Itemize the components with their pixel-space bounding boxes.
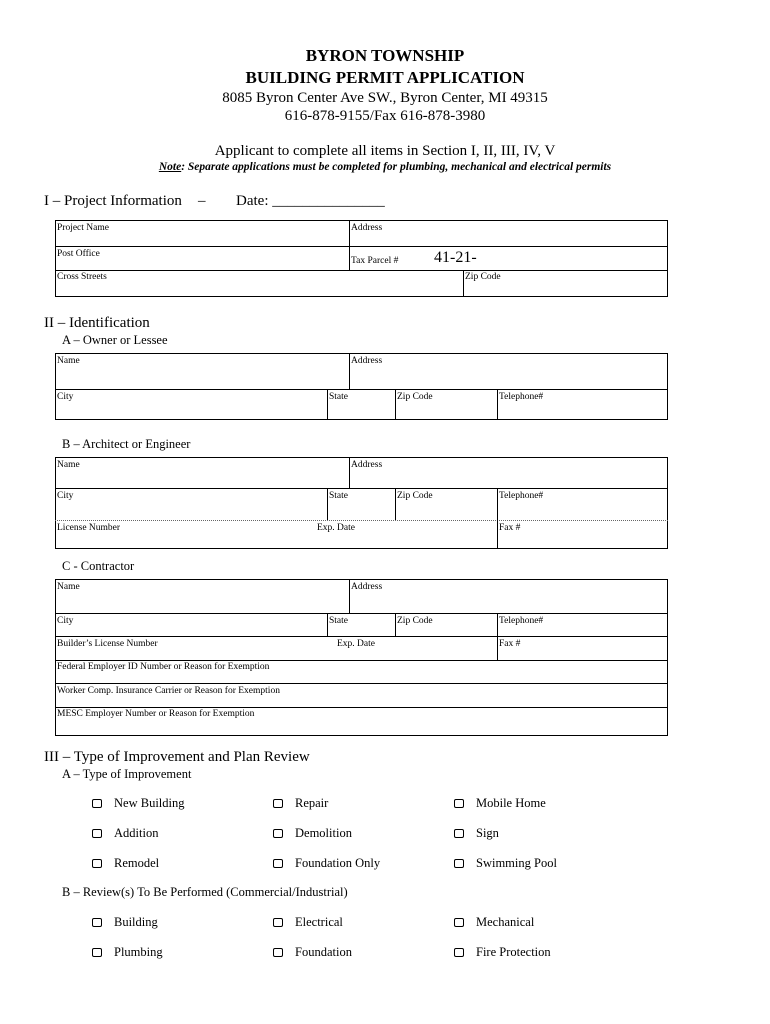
- checkbox-label: Fire Protection: [476, 945, 551, 959]
- checkbox-label: Mobile Home: [476, 796, 546, 810]
- note-label: Note: [158, 161, 182, 173]
- owner-state-field[interactable]: State: [329, 392, 348, 402]
- section-2-heading: II – Identification: [44, 315, 150, 331]
- township-phone: 616-878-9155/Fax 616-878-3980: [284, 108, 486, 124]
- checkbox-foundation-only[interactable]: [273, 856, 380, 871]
- contractor-telephone-field[interactable]: Telephone#: [499, 616, 544, 626]
- checkbox-icon[interactable]: [273, 859, 283, 868]
- checkbox-remodel[interactable]: [92, 856, 159, 871]
- checkbox-label: New Building: [114, 796, 185, 810]
- note-text: : Separate applications must be completed for plumbing, mechanical and electrical permits: [181, 161, 612, 173]
- checkbox-fire-protection-review[interactable]: [454, 945, 551, 960]
- form-title-line1: BYRON TOWNSHIP: [305, 46, 465, 65]
- checkbox-icon[interactable]: [92, 799, 102, 808]
- checkbox-icon[interactable]: [273, 948, 283, 957]
- architect-state-field[interactable]: State: [329, 491, 348, 501]
- architect-zip-field[interactable]: Zip Code: [397, 491, 433, 501]
- checkbox-building-review[interactable]: [92, 915, 158, 930]
- architect-city-field[interactable]: City: [57, 491, 74, 501]
- project-date-field[interactable]: Date: _______________: [236, 193, 385, 209]
- contractor-fax-field[interactable]: Fax #: [499, 639, 521, 649]
- architect-table: [55, 457, 668, 549]
- architect-address-field[interactable]: Address: [351, 460, 383, 470]
- architect-telephone-field[interactable]: Telephone#: [499, 491, 544, 501]
- contractor-zip-field[interactable]: Zip Code: [397, 616, 433, 626]
- architect-exp-date-field[interactable]: Exp. Date: [317, 523, 355, 533]
- checkbox-label: Repair: [295, 796, 329, 810]
- worker-comp-field[interactable]: Worker Comp. Insurance Carrier or Reason for Exemption: [57, 686, 280, 696]
- instructions: Applicant to complete all items in Section I, II, III, IV, V: [214, 143, 556, 159]
- form-title-line2: BUILDING PERMIT APPLICATION: [245, 68, 525, 87]
- owner-city-field[interactable]: City: [57, 392, 74, 402]
- checkbox-icon[interactable]: [92, 918, 102, 927]
- post-office-field[interactable]: Post Office: [57, 249, 100, 259]
- cross-streets-field[interactable]: Cross Streets: [57, 272, 107, 282]
- note: [0, 161, 770, 173]
- owner-telephone-field[interactable]: Telephone#: [499, 392, 544, 402]
- architect-name-field[interactable]: Name: [57, 460, 80, 470]
- review-heading: B – Review(s) To Be Performed (Commercial/Industrial): [62, 885, 348, 899]
- project-zip-field[interactable]: Zip Code: [465, 272, 501, 282]
- checkbox-swimming-pool[interactable]: [454, 856, 557, 871]
- owner-heading: A – Owner or Lessee: [62, 333, 168, 347]
- checkbox-foundation-review[interactable]: [273, 945, 352, 960]
- tax-parcel-field[interactable]: Tax Parcel #: [351, 256, 399, 266]
- checkbox-icon[interactable]: [92, 948, 102, 957]
- checkbox-plumbing-review[interactable]: [92, 945, 163, 960]
- checkbox-label: Sign: [476, 826, 499, 840]
- checkbox-icon[interactable]: [92, 859, 102, 868]
- checkbox-new-building[interactable]: [92, 796, 184, 811]
- checkbox-icon[interactable]: [273, 829, 283, 838]
- project-name-field[interactable]: Project Name: [57, 223, 109, 233]
- checkbox-label: Plumbing: [114, 945, 163, 959]
- checkbox-label: Demolition: [295, 826, 352, 840]
- section-3-heading: III – Type of Improvement and Plan Review: [44, 749, 310, 765]
- checkbox-icon[interactable]: [273, 918, 283, 927]
- checkbox-electrical-review[interactable]: [273, 915, 343, 930]
- township-address: 8085 Byron Center Ave SW., Byron Center, MI 49315: [222, 90, 548, 106]
- checkbox-icon[interactable]: [92, 829, 102, 838]
- mesc-employer-field[interactable]: MESC Employer Number or Reason for Exemption: [57, 709, 255, 719]
- contractor-heading: C - Contractor: [62, 559, 135, 573]
- contractor-name-field[interactable]: Name: [57, 582, 80, 592]
- checkbox-icon[interactable]: [454, 829, 464, 838]
- checkbox-label: Building: [114, 915, 158, 929]
- checkbox-mobile-home[interactable]: [454, 796, 546, 811]
- checkbox-label: Addition: [114, 826, 159, 840]
- checkbox-label: Swimming Pool: [476, 856, 557, 870]
- architect-heading: B – Architect or Engineer: [62, 437, 191, 451]
- checkbox-label: Electrical: [295, 915, 343, 929]
- contractor-exp-date-field[interactable]: Exp. Date: [337, 639, 375, 649]
- section-1-heading: I – Project Information: [44, 193, 182, 209]
- checkbox-label: Mechanical: [476, 915, 535, 929]
- checkbox-label: Foundation Only: [295, 856, 381, 870]
- contractor-license-field[interactable]: Builder’s License Number: [57, 639, 158, 649]
- checkbox-icon[interactable]: [454, 799, 464, 808]
- checkbox-icon[interactable]: [273, 799, 283, 808]
- tax-parcel-value: 41-21-: [434, 249, 477, 266]
- checkbox-icon[interactable]: [454, 918, 464, 927]
- project-address-field[interactable]: Address: [351, 223, 383, 233]
- architect-fax-field[interactable]: Fax #: [499, 523, 521, 533]
- section-1-dash: –: [198, 193, 206, 209]
- checkbox-icon[interactable]: [454, 859, 464, 868]
- contractor-city-field[interactable]: City: [57, 616, 74, 626]
- checkbox-addition[interactable]: [92, 826, 158, 841]
- checkbox-repair[interactable]: [273, 796, 328, 811]
- improvement-heading: A – Type of Improvement: [62, 767, 192, 781]
- owner-zip-field[interactable]: Zip Code: [397, 392, 433, 402]
- checkbox-sign[interactable]: [454, 826, 499, 841]
- contractor-address-field[interactable]: Address: [351, 582, 383, 592]
- checkbox-icon[interactable]: [454, 948, 464, 957]
- checkbox-demolition[interactable]: [273, 826, 352, 841]
- checkbox-mechanical-review[interactable]: [454, 915, 534, 930]
- federal-employer-id-field[interactable]: Federal Employer ID Number or Reason for Exemption: [57, 662, 270, 672]
- architect-license-field[interactable]: License Number: [57, 523, 121, 533]
- checkbox-label: Remodel: [114, 856, 160, 870]
- owner-address-field[interactable]: Address: [351, 356, 383, 366]
- contractor-state-field[interactable]: State: [329, 616, 348, 626]
- owner-name-field[interactable]: Name: [57, 356, 80, 366]
- checkbox-label: Foundation: [295, 945, 352, 959]
